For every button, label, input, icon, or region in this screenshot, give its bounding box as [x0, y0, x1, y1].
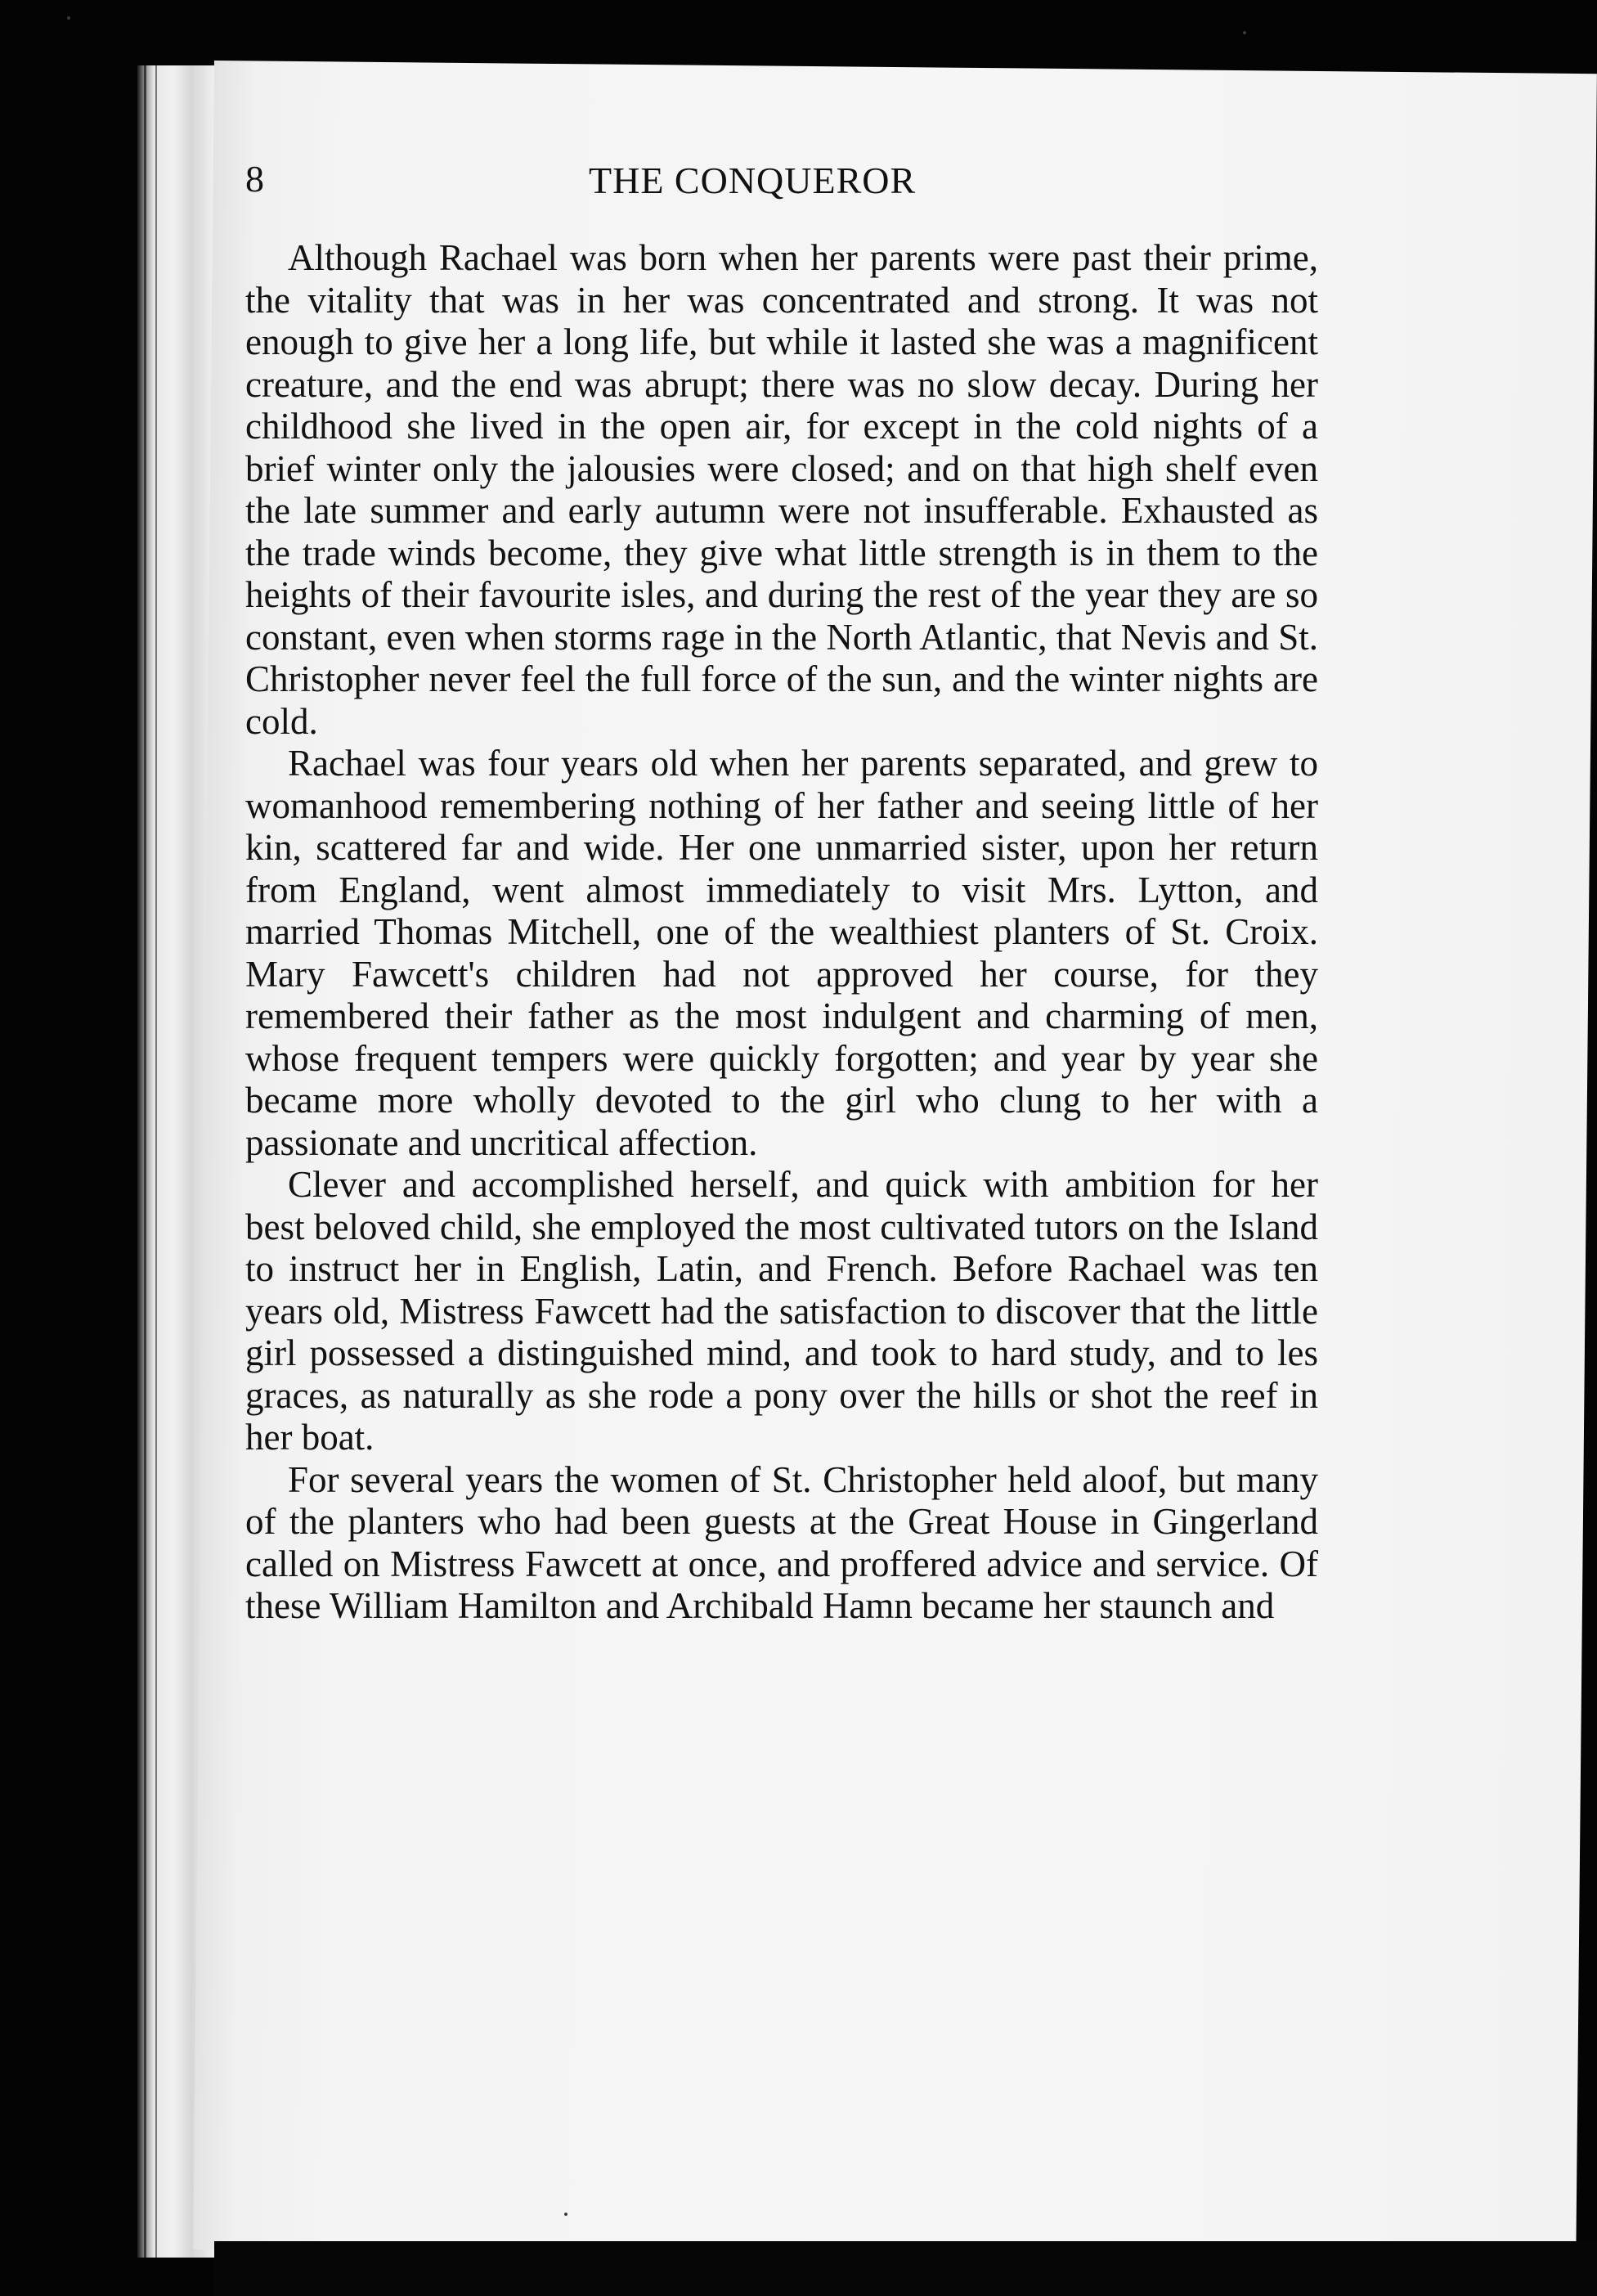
paragraph: Although Rachael was born when her parents were past their prime, the vitality that was in her was concentrated and strong. It was not enough to give her a long life, but while it lasted she was a magnificent creature, and the end was abrupt; there was no slow decay. During her childhood she lived in the open air, for except in the cold nights of a brief winter only the jalousies were closed; and on that high shelf even the late summer and early autumn were not insufferable. Exhausted as the trade winds become, they give what little strength is in them to the heights of their favourite isles, and during the rest of the year they are so constant, even when storms rage in the North Atlantic, that Nevis and St. Christopher never feel the full force of the sun, and the winter nights are cold. — [245, 237, 1318, 742]
page-bottom-edge — [214, 2241, 1597, 2296]
paragraph: Rachael was four years old when her parents separated, and grew to womanhood remembering nothing of her father and seeing little of her kin, scattered far and wide. Her one unmarried sister, upon her return from England, went almost immediately to visit Mrs. Lytton, and married Thomas Mitchell, one of the wealthiest planters of St. Croix. Mary Fawcett's children had not approved her course, for they remembered their father as the most indulgent and charming of men, whose frequent tempers were quickly forgotten; and year by year she became more wholly devoted to the girl who clung to her with a passionate and uncritical affection. — [245, 743, 1318, 1163]
paragraph: For several years the women of St. Christopher held aloof, but many of the planters who had been guests at the Great House in Gingerland called on Mistress Fawcett at once, and proffered advice and service. Of these William Hamilton and Archibald Hamn became her staunch and — [245, 1458, 1318, 1626]
paragraph: Clever and accomplished herself, and quick with ambition for her best beloved child, she employed the most cultivated tutors on the Island to instruct her in English, Latin, and French. Before Rachael was ten years old, Mistress Fawcett had the satisfaction to discover that the little girl possessed a distinguished mind, and took to hard study, and to les graces, as naturally as she rode a pony over the hills or shot the reef in her boat. — [245, 1164, 1318, 1458]
page-number: 8 — [245, 158, 264, 200]
scan-speck — [564, 2213, 567, 2216]
scan-speck — [67, 16, 70, 20]
body-text — [245, 237, 1318, 1628]
page-header — [245, 157, 1341, 206]
running-head: THE CONQUEROR — [589, 160, 917, 201]
scan-speck — [1243, 31, 1246, 34]
